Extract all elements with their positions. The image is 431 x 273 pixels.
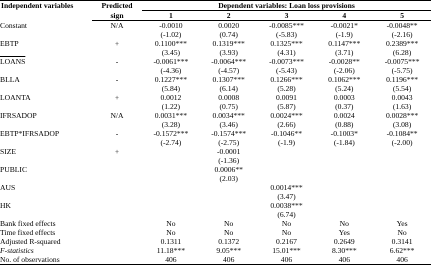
stat-value: No [166,219,176,228]
empty-cell [92,66,142,75]
coefficient-cell: 0.0012 [160,93,182,102]
stat-row [0,246,431,255]
stat-row [0,255,431,265]
coefficient-cell: -0.1572*** [153,129,189,138]
variable-name: PUBLIC [0,165,28,174]
stat-label: Adjusted R-squared [0,237,61,246]
t-stat-cell [142,192,200,201]
coefficient-cell: -0.1003* [330,129,358,138]
t-stat-cell: (-2.00) [391,138,413,147]
t-stat-cell: (6.74) [277,210,296,219]
stat-label: F-statistics [0,246,34,255]
t-stat-cell [315,192,373,201]
t-stat-cell [200,210,258,219]
stat-value: 0.2649 [333,237,355,246]
coefficient-cell: 0.1227*** [154,75,188,84]
coefficient-cell: 0.0043 [391,93,413,102]
t-stat-cell: (3.08) [392,120,412,129]
stat-value: 406 [258,255,316,265]
table-row [0,174,431,183]
t-stat-cell: (-5.83) [276,30,297,39]
table-row [0,192,431,201]
coefficient-cell [373,147,431,156]
empty-cell [0,120,92,129]
empty-cell [92,228,142,237]
t-stat-cell: (-1.9) [335,30,353,39]
coefficient-cell: 0.0008 [218,93,240,102]
t-stat-cell: (1.63) [392,102,412,111]
predicted-sign: + [114,39,120,48]
column-number: 2 [200,11,258,21]
stat-value: 0.1311 [160,237,182,246]
coefficient-cell [258,147,316,156]
t-stat-cell: (3.93) [219,48,238,57]
stat-row [0,219,431,228]
t-stat-cell: (-2.06) [333,66,355,75]
stat-row [0,237,431,246]
t-stat-cell: (0.37) [335,102,354,111]
header-row [0,1,431,11]
t-stat-cell: (5.24) [335,84,354,93]
t-stat-cell: (-1.02) [160,30,182,39]
coefficient-cell: -0.0021* [330,21,358,30]
t-stat-cell: (5.54) [392,84,412,93]
t-stat-cell: (2.03) [219,174,238,183]
table-row [0,156,431,165]
coefficient-cell: 0.0028*** [385,111,419,120]
stat-value: No [166,228,176,237]
table-row [0,210,431,219]
empty-cell [0,192,92,201]
t-stat-cell [373,192,431,201]
predicted-sign: - [115,75,119,84]
coefficient-cell: 0.0024 [333,111,355,120]
empty-cell [92,48,142,57]
variable-name: SIZE [0,147,17,156]
predicted-sign: - [115,57,119,66]
table-row [0,165,431,174]
stat-label: Time fixed effects [0,228,56,237]
t-stat-cell [373,174,431,183]
coefficient-cell: 0.0024*** [270,111,303,120]
stat-value: No [281,219,292,228]
coefficient-cell: 0.0014*** [270,183,303,192]
coefficient-cell [258,165,316,174]
t-stat-cell: (-1.84) [333,138,355,147]
coefficient-cell: 0.0003 [333,93,355,102]
table-row [0,93,431,102]
stat-value: 9.05*** [216,246,242,255]
table-row [0,75,431,84]
coefficient-cell: 0.1319*** [212,39,245,48]
column-number: 4 [315,11,373,21]
stat-value: No [224,219,234,228]
table-row [0,39,431,48]
empty-cell [92,210,142,219]
empty-cell [0,30,92,39]
table-row [0,30,431,39]
coefficient-cell: 0.2389*** [385,39,419,48]
t-stat-cell: (-4.57) [218,66,240,75]
t-stat-cell [373,210,431,219]
t-stat-cell [142,210,200,219]
table-body [0,21,431,265]
stat-value: 6.62*** [389,246,415,255]
coefficient-cell: -0.0010 [159,21,183,30]
t-stat-cell: (4.31) [277,48,296,57]
table-row [0,21,431,31]
t-stat-cell: (-1.9) [277,138,296,147]
predicted-sign: + [114,93,120,102]
coefficient-cell: -0.1046** [270,129,302,138]
header-predicted-sign-line2: sign [92,11,142,21]
empty-cell [92,156,142,165]
coefficient-cell [142,201,200,210]
predicted-sign [92,165,142,174]
coefficient-cell: -0.1084** [386,129,418,138]
coefficient-cell: 0.0034*** [212,111,245,120]
table-row [0,120,431,129]
stat-label: No. of observations [0,255,92,265]
stat-value: 11.18*** [156,246,185,255]
t-stat-cell: (0.75) [219,102,238,111]
table-row [0,147,431,156]
coefficient-cell: 0.0091 [276,93,297,102]
predicted-sign: + [114,147,120,156]
coefficient-cell: 0.0038*** [270,201,303,210]
t-stat-cell [200,192,258,201]
variable-name: EBTP*IFRSADOP [0,129,60,138]
table-row [0,183,431,192]
t-stat-cell: (3.46) [219,120,238,129]
t-stat-cell: (1.22) [161,102,181,111]
empty-cell [92,102,142,111]
coefficient-cell: 0.1266*** [270,75,303,84]
t-stat-cell: (-2.75) [218,138,240,147]
t-stat-cell [142,174,200,183]
stat-value: No [397,228,407,237]
header-independent-variables: Independent variables [0,1,92,21]
stat-value: No [281,228,292,237]
empty-cell [92,84,142,93]
coefficient-cell: 0.1100*** [154,39,187,48]
coefficient-cell [315,183,373,192]
variable-name: Constant [0,20,28,30]
coefficient-cell: -0.0085*** [269,21,304,30]
t-stat-cell: (0.88) [335,120,354,129]
coefficient-cell: 0.0020 [218,21,240,30]
t-stat-cell: (5.87) [277,102,296,111]
empty-cell [92,174,142,183]
coefficient-cell: -0.0028** [328,57,360,66]
predicted-sign: N/A [110,111,124,120]
empty-cell [0,210,92,219]
coefficient-cell: 0.0006** [214,165,243,174]
t-stat-cell [315,210,373,219]
coefficient-cell: 0.1325*** [270,39,303,48]
table-row [0,48,431,57]
stat-value: 15.01*** [272,246,301,255]
t-stat-cell [373,156,431,165]
table-row [0,66,431,75]
t-stat-cell: (2.66) [277,120,296,129]
t-stat-cell: (-2.16) [391,30,413,39]
t-stat-cell [315,174,373,183]
coefficient-cell [315,165,373,174]
t-stat-cell: (5.84) [161,84,181,93]
coefficient-cell [315,201,373,210]
column-number: 3 [258,11,316,21]
empty-cell [0,84,92,93]
variable-name: LOANS [0,57,26,66]
stat-label: Bank fixed effects [0,219,56,228]
table-row [0,111,431,120]
coefficient-cell: 0.1062*** [328,75,361,84]
coefficient-cell [315,147,373,156]
stat-value: 0.1372 [218,237,240,246]
t-stat-cell: (-2.74) [160,138,182,147]
coefficient-cell: -0.0064*** [211,57,247,66]
empty-cell [0,174,92,183]
predicted-sign [92,183,142,192]
t-stat-cell: (3.47) [277,192,296,201]
t-stat-cell: (5.28) [277,84,296,93]
stat-value: No [339,219,349,228]
variable-name: AUS [0,183,16,192]
column-number: 5 [373,11,431,21]
stat-value: No [224,228,234,237]
empty-cell [0,138,92,147]
column-number: 1 [142,11,200,21]
empty-cell [92,120,142,129]
coefficient-cell [373,165,431,174]
coefficient-cell: 0.1147*** [328,39,361,48]
t-stat-cell [258,156,316,165]
empty-cell [92,30,142,39]
stat-value: Yes [338,228,350,237]
table-row [0,84,431,93]
t-stat-cell [315,156,373,165]
coefficient-cell: 0.1196*** [386,75,419,84]
t-stat-cell: (6.28) [392,48,412,57]
coefficient-cell [373,183,431,192]
t-stat-cell: (6.14) [219,84,238,93]
coefficient-cell [142,165,200,174]
empty-cell [92,138,142,147]
table-row [0,129,431,138]
variable-name: LOANTA [0,93,31,102]
empty-cell [92,219,142,228]
coefficient-cell: -0.0001 [216,147,241,156]
coefficient-cell [142,147,200,156]
variable-name: HK [0,201,11,210]
empty-cell [92,237,142,246]
stat-value: 406 [200,255,258,265]
coefficient-cell: -0.0073*** [269,57,304,66]
coefficient-cell: -0.0048** [386,21,418,30]
stat-value: Yes [396,219,408,228]
empty-cell [0,66,92,75]
predicted-sign: - [115,129,119,138]
stat-value: 406 [373,255,431,265]
t-stat-cell [258,174,316,183]
predicted-sign: N/A [110,21,124,30]
variable-name: IFRSADOP [0,111,37,120]
t-stat-cell: (-5.43) [276,66,297,75]
empty-cell [0,156,92,165]
empty-cell [0,48,92,57]
coefficient-cell: 0.1307*** [212,75,245,84]
coefficient-cell [200,201,258,210]
variable-name: BLLA [0,75,20,84]
coefficient-cell: -0.0075*** [384,57,420,66]
variable-name: EBTP [0,39,19,48]
coefficient-cell [200,183,258,192]
empty-cell [92,255,142,265]
coefficient-cell: -0.0061*** [153,57,189,66]
stat-value: 8.30*** [331,246,357,255]
coefficient-cell [373,201,431,210]
coefficient-cell: 0.0031*** [154,111,188,120]
empty-cell [92,246,142,255]
t-stat-cell: (0.74) [219,30,238,39]
table-row [0,57,431,66]
empty-cell [92,192,142,201]
header-predicted-sign-line1: Predicted [92,1,142,11]
stat-value: 0.2167 [276,237,297,246]
stat-value: 406 [142,255,200,265]
table-row [0,138,431,147]
t-stat-cell: (3.45) [161,48,181,57]
table-row [0,102,431,111]
predicted-sign [92,201,142,210]
header-dependent-title: Dependent variables: Loan loss provisions [142,1,431,11]
t-stat-cell [142,156,200,165]
stat-value: 406 [315,255,373,265]
t-stat-cell: (-5.75) [391,66,413,75]
stat-value: 0.3141 [391,237,413,246]
stat-row [0,228,431,237]
t-stat-cell: (3.28) [161,120,181,129]
t-stat-cell: (-4.36) [160,66,182,75]
table-row [0,201,431,210]
t-stat-cell: (3.71) [335,48,354,57]
empty-cell [0,102,92,111]
coefficient-cell [142,183,200,192]
coefficient-cell: -0.1574*** [211,129,247,138]
t-stat-cell: (-1.36) [218,156,240,165]
